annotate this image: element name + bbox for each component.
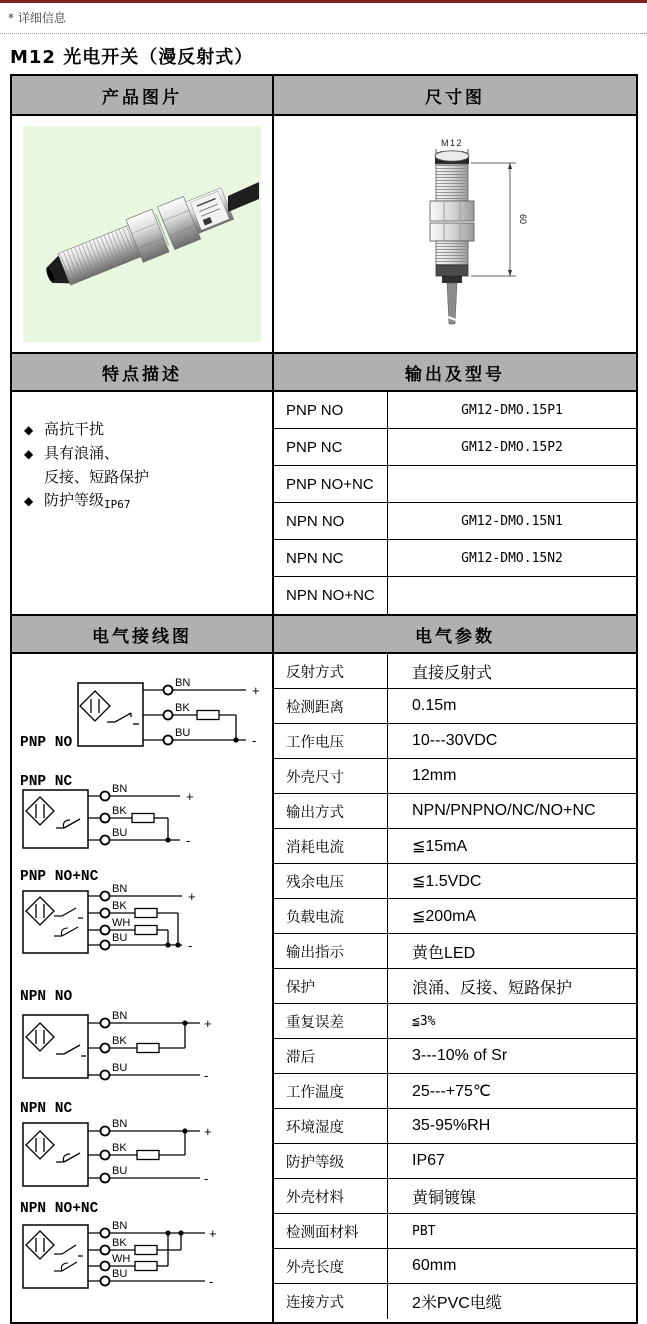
- diamond-bullet-icon: ◆: [24, 494, 34, 508]
- param-label: 输出方式: [274, 794, 388, 828]
- param-label: 滞后: [274, 1039, 388, 1073]
- param-value: 10---30VDC: [412, 732, 498, 749]
- wiring-params-row: [12, 654, 636, 1322]
- diamond-bullet-icon: ◆: [24, 423, 34, 437]
- param-value: ≦3%: [412, 1013, 436, 1029]
- terminal-circle: [101, 1127, 110, 1136]
- wire-label: WH: [112, 1253, 131, 1265]
- switch-no-icon: [54, 908, 83, 918]
- output-row: [274, 429, 636, 466]
- features-output-row: [12, 392, 636, 614]
- polarity-plus: +: [204, 1016, 212, 1031]
- header-row-3: [12, 614, 636, 654]
- switch-no-icon: [107, 713, 139, 724]
- header-output: 输出及型号: [272, 354, 636, 390]
- param-label: 消耗电流: [274, 829, 388, 863]
- output-row: [274, 577, 636, 614]
- param-row: [274, 829, 636, 864]
- junction-dot: [165, 837, 170, 842]
- resistor-symbol: [137, 1151, 159, 1160]
- polarity-plus: +: [209, 1226, 217, 1241]
- terminal-circle: [101, 836, 110, 845]
- param-label: 检测距离: [274, 689, 388, 723]
- resistor-symbol: [135, 1246, 157, 1255]
- param-value: NPN/PNPNO/NC/NO+NC: [412, 802, 596, 819]
- terminal-circle: [164, 736, 173, 745]
- param-value: 25---+75℃: [412, 1083, 491, 1100]
- param-value: 0.15m: [412, 697, 457, 714]
- wiring-diagram-pnp-nc: [12, 773, 272, 851]
- wiring-diagram-pnp-no: [12, 678, 272, 754]
- feature-text: 防护等级: [44, 491, 105, 509]
- param-label: 检测面材料: [274, 1214, 388, 1248]
- resistor-symbol: [197, 711, 219, 720]
- resistor-symbol: [135, 926, 157, 935]
- output-models-table: [272, 392, 636, 614]
- param-row: [274, 689, 636, 724]
- feature-text: 反接、短路保护: [44, 468, 150, 486]
- wire-label: BK: [112, 900, 127, 912]
- wire-label: BU: [112, 932, 128, 944]
- output-row: [274, 503, 636, 540]
- switch-nc-icon: [54, 1262, 77, 1271]
- param-label: 重复误差: [274, 1004, 388, 1038]
- wiring-diagrams: [12, 654, 272, 1322]
- param-label: 外壳长度: [274, 1249, 388, 1283]
- param-value: 直接反射式: [412, 664, 493, 682]
- polarity-minus: -: [252, 733, 257, 748]
- param-row: [274, 654, 636, 689]
- wire-label: BN: [112, 1118, 128, 1130]
- features-list: [12, 392, 272, 614]
- param-label: 外壳材料: [274, 1179, 388, 1213]
- feature-item: [24, 466, 272, 489]
- output-type: PNP NO: [274, 392, 388, 428]
- param-value: 黄色LED: [412, 944, 476, 962]
- switch-no-icon: [54, 1245, 83, 1256]
- header-wiring: 电气接线图: [92, 626, 192, 647]
- wiring-diagram-npn-nc: [12, 1100, 272, 1190]
- param-value: ≦200mA: [412, 908, 477, 925]
- terminal-circle: [101, 1262, 110, 1271]
- output-row: [274, 466, 636, 503]
- output-type: PNP NO+NC: [274, 466, 388, 502]
- feature-item: [24, 418, 272, 442]
- param-value: 3---10% of Sr: [412, 1047, 508, 1064]
- length-dimension-label: 60: [518, 213, 528, 225]
- terminal-circle: [164, 686, 173, 695]
- param-value: 35-95%RH: [412, 1117, 491, 1134]
- terminal-circle: [101, 1246, 110, 1255]
- resistor-symbol: [135, 909, 157, 918]
- output-row: [274, 540, 636, 577]
- param-label: 工作电压: [274, 724, 388, 758]
- wire-label: BK: [175, 702, 190, 714]
- terminal-circle: [101, 941, 110, 950]
- param-row: [274, 1004, 636, 1039]
- header-dimension: 尺寸图: [272, 76, 636, 114]
- sensor-symbol-icon: [26, 1131, 54, 1159]
- terminal-circle: [101, 926, 110, 935]
- feature-item: [24, 442, 272, 466]
- output-model: GM12-DMO.15P2: [461, 439, 563, 455]
- junction-dot: [165, 942, 170, 947]
- output-model: [388, 466, 636, 502]
- terminal-circle: [164, 711, 173, 720]
- junction-dot: [165, 1230, 170, 1235]
- wire-label: BU: [175, 727, 191, 739]
- feature-text-suffix: IP67: [104, 498, 131, 511]
- output-model: GM12-DMO.15N2: [461, 550, 563, 566]
- param-label: 环境湿度: [274, 1109, 388, 1143]
- switch-nc-icon: [56, 1153, 80, 1162]
- junction-dot: [182, 1020, 187, 1025]
- wire-label: BN: [112, 1010, 128, 1022]
- output-type: PNP NC: [274, 429, 388, 465]
- param-value: 2米PVC电缆: [412, 1295, 502, 1312]
- param-label: 输出指示: [274, 934, 388, 968]
- terminal-circle: [101, 814, 110, 823]
- param-row: [274, 899, 636, 934]
- terminal-circle: [101, 1174, 110, 1183]
- param-label: 保护: [274, 969, 388, 1003]
- image-row: [12, 116, 636, 352]
- param-row: [274, 724, 636, 759]
- diagram-title: NPN NO: [20, 989, 73, 1005]
- output-row: [274, 392, 636, 429]
- wire-label: BK: [112, 1237, 127, 1249]
- param-label: 反射方式: [274, 654, 388, 688]
- diamond-bullet-icon: ◆: [24, 447, 34, 461]
- wire-label: BN: [175, 678, 191, 689]
- param-value: 12mm: [412, 767, 457, 784]
- wire-label: BK: [112, 805, 127, 817]
- polarity-minus: -: [209, 1274, 214, 1289]
- output-type: NPN NO+NC: [274, 577, 388, 614]
- terminal-circle: [101, 1229, 110, 1238]
- param-row: [274, 1074, 636, 1109]
- resistor-symbol: [137, 1044, 159, 1053]
- param-value: 黄铜镀镍: [412, 1189, 477, 1207]
- params-table: [272, 654, 636, 1322]
- terminal-circle: [101, 892, 110, 901]
- wire-label: BN: [112, 1220, 128, 1232]
- product-photo: [23, 126, 261, 342]
- output-model: GM12-DMO.15N1: [461, 513, 563, 529]
- param-label: 负载电流: [274, 899, 388, 933]
- param-row: [274, 934, 636, 969]
- param-row: [274, 1109, 636, 1144]
- param-label: 防护等级: [274, 1144, 388, 1178]
- header-product-image: 产品图片: [102, 87, 182, 108]
- polarity-minus: -: [188, 938, 193, 953]
- param-value: ≦1.5VDC: [412, 873, 482, 890]
- dimension-drawing: [392, 134, 562, 330]
- thread-dimension-label: M12: [440, 138, 464, 148]
- polarity-plus: +: [186, 789, 194, 804]
- polarity-minus: -: [204, 1068, 209, 1083]
- switch-nc-icon: [54, 927, 78, 936]
- diagram-title: PNP NO+NC: [20, 869, 99, 885]
- param-row: [274, 1214, 636, 1249]
- wire-label: BU: [112, 1268, 128, 1280]
- resistor-symbol: [135, 1262, 157, 1271]
- junction-dot: [233, 737, 238, 742]
- wire-label: BN: [112, 783, 128, 795]
- junction-dot: [178, 1230, 183, 1235]
- param-value: 60mm: [412, 1257, 457, 1274]
- junction-dot: [182, 1128, 187, 1133]
- terminal-circle: [101, 1071, 110, 1080]
- sensor-symbol-icon: [26, 1023, 54, 1051]
- param-value: IP67: [412, 1152, 445, 1169]
- terminal-circle: [101, 1277, 110, 1286]
- param-row: [274, 1039, 636, 1074]
- diagram-title: PNP NO: [20, 735, 73, 751]
- wire-label: BK: [112, 1035, 127, 1047]
- wire-label: BN: [112, 883, 128, 895]
- terminal-circle: [101, 792, 110, 801]
- param-row: [274, 1284, 636, 1319]
- diamond-bullet-icon: [24, 466, 44, 489]
- output-model: GM12-DMO.15P1: [461, 402, 563, 418]
- wire-label: BU: [112, 827, 128, 839]
- param-label: 工作温度: [274, 1074, 388, 1108]
- note-text: * 详细信息: [0, 3, 647, 34]
- polarity-plus: +: [188, 889, 196, 904]
- param-row: [274, 1179, 636, 1214]
- param-row: [274, 1249, 636, 1284]
- sensor-symbol-icon: [26, 897, 54, 925]
- wire-label: BU: [112, 1165, 128, 1177]
- param-row: [274, 759, 636, 794]
- header-row-1: [12, 76, 636, 116]
- param-value: ≦15mA: [412, 838, 468, 855]
- header-row-2: [12, 352, 636, 392]
- wiring-diagram-npn-no-nc: [12, 1196, 272, 1291]
- terminal-circle: [101, 909, 110, 918]
- sensor-symbol-icon: [26, 797, 54, 825]
- wiring-diagram-pnp-no-nc: [12, 866, 272, 961]
- page-title: M12 光电开关（漫反射式）: [10, 47, 254, 68]
- resistor-symbol: [132, 814, 154, 823]
- polarity-minus: -: [186, 833, 191, 848]
- param-row: [274, 864, 636, 899]
- wire-label: BU: [112, 1062, 128, 1074]
- spec-table: [10, 74, 638, 1324]
- product-photo-cell: [12, 116, 272, 352]
- terminal-circle: [101, 1151, 110, 1160]
- feature-text: 高抗干扰: [44, 420, 105, 438]
- param-row: [274, 1144, 636, 1179]
- param-row: [274, 969, 636, 1004]
- output-model: [388, 577, 636, 614]
- polarity-plus: +: [204, 1124, 212, 1139]
- output-type: NPN NC: [274, 540, 388, 576]
- diagram-title: NPN NO+NC: [20, 1201, 99, 1217]
- feature-text: 具有浪涌、: [44, 444, 120, 462]
- switch-no-icon: [56, 1045, 86, 1056]
- switch-nc-icon: [56, 819, 80, 828]
- param-value: PBT: [412, 1223, 436, 1239]
- sensor-symbol-icon: [80, 691, 110, 721]
- header-params: 电气参数: [272, 616, 636, 652]
- terminal-circle: [101, 1044, 110, 1053]
- wire-label: BK: [112, 1142, 127, 1154]
- param-label: 外壳尺寸: [274, 759, 388, 793]
- sensor-symbol-icon: [26, 1231, 54, 1259]
- junction-dot: [175, 942, 180, 947]
- output-type: NPN NO: [274, 503, 388, 539]
- diagram-title: PNP NC: [20, 774, 73, 790]
- param-row: [274, 794, 636, 829]
- param-label: 残余电压: [274, 864, 388, 898]
- dimension-cell: [272, 116, 636, 352]
- header-features: 特点描述: [102, 364, 182, 385]
- polarity-minus: -: [204, 1171, 209, 1186]
- diagram-title: NPN NC: [20, 1101, 73, 1117]
- param-label: 连接方式: [274, 1284, 388, 1319]
- terminal-circle: [101, 1019, 110, 1028]
- param-value: 浪涌、反接、短路保护: [412, 979, 573, 997]
- polarity-plus: +: [252, 683, 260, 698]
- wiring-diagram-npn-no: [12, 986, 272, 1083]
- feature-item: [24, 489, 272, 516]
- wire-label: WH: [112, 917, 131, 929]
